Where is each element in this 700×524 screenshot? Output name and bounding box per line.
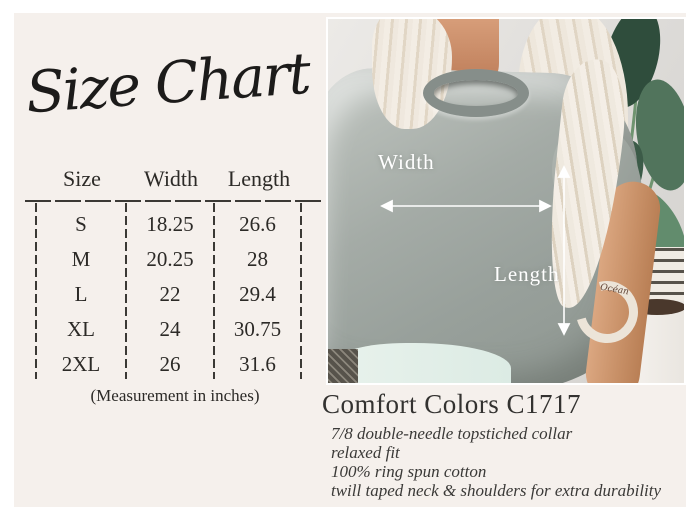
length-measure-label: Length: [494, 262, 560, 286]
cell-width: 24: [159, 317, 181, 341]
cell-length: 26.6: [239, 212, 276, 236]
width-measure-label: Width: [378, 150, 435, 174]
feature-line: 7/8 double-needle topstiched collar: [331, 424, 573, 443]
table-divider-right: [300, 203, 302, 379]
measurement-arrows: [328, 19, 686, 385]
cell-size: 2XL: [61, 352, 101, 376]
feature-line: 100% ring spun cotton: [331, 462, 487, 481]
cell-width: 20.25: [146, 247, 194, 271]
cell-length: 30.75: [233, 317, 282, 341]
model-photo: [326, 17, 686, 385]
cell-width: 22: [159, 282, 181, 306]
feature-line: twill taped neck & shoulders for extra durability: [331, 481, 662, 500]
cell-size: L: [74, 282, 88, 306]
page-title: Size Chart: [23, 40, 312, 127]
cell-width: 18.25: [146, 212, 194, 236]
cell-length: 29.4: [239, 282, 276, 306]
column-header-length: Length: [227, 166, 291, 191]
column-header-size: Size: [63, 166, 101, 191]
product-features: [331, 424, 681, 500]
arm-tattoo: Océan: [599, 282, 630, 298]
table-top-rule: [25, 200, 322, 202]
cell-length: 28: [247, 247, 268, 271]
cell-size: M: [71, 247, 91, 271]
column-header-width: Width: [143, 166, 199, 191]
cell-width: 26: [159, 352, 181, 376]
product-name: Comfort Colors C1717: [322, 389, 582, 419]
cell-length: 31.6: [239, 352, 276, 376]
measurement-note: (Measurement in inches): [90, 386, 260, 405]
cell-size: XL: [67, 317, 95, 341]
feature-line: relaxed fit: [331, 443, 400, 462]
cell-size: S: [75, 212, 87, 236]
